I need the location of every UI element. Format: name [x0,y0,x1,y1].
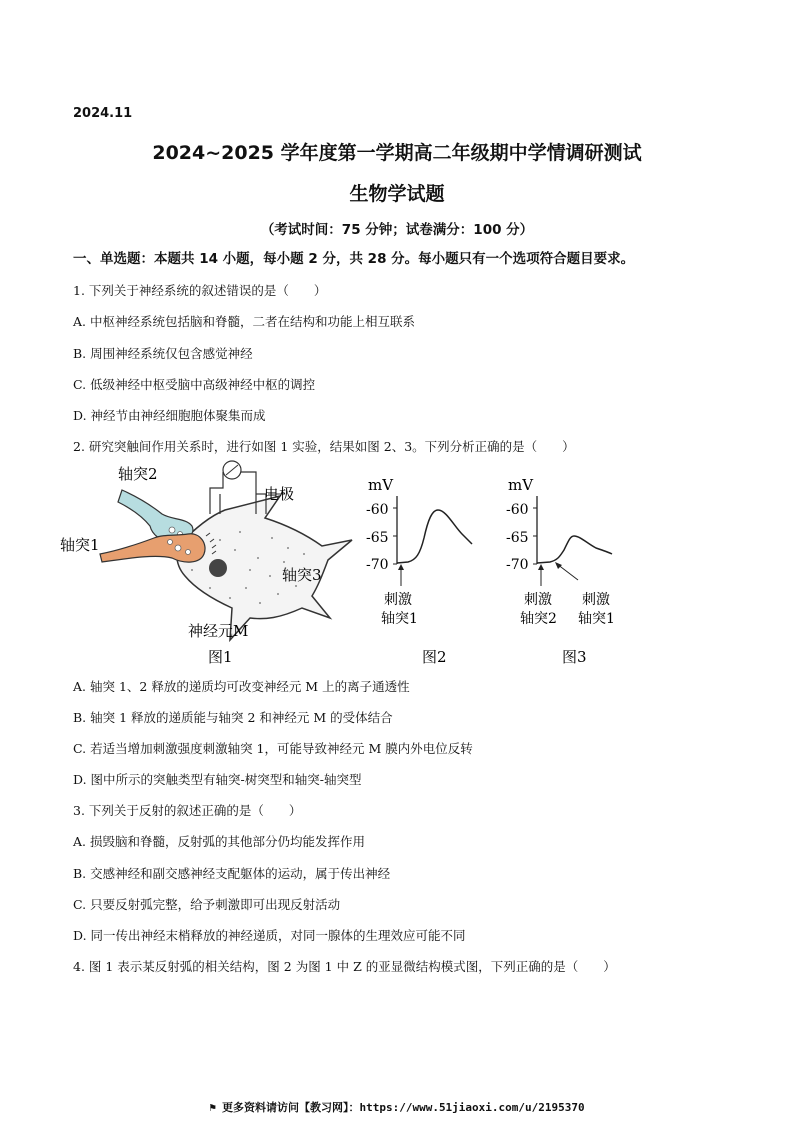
caption-figure-3: 图3 [562,648,587,666]
axon-1-shape [100,534,205,562]
question-4-stem: 4. 图 1 表示某反射弧的相关结构，图 2 为图 1 中 Z 的亚显微结构模式图，下列正确的是（ ） [73,959,616,974]
question-1-option-a: A. 中枢神经系统包括脑和脊髓，二者在结构和功能上相互联系 [73,314,415,329]
label-axon-3: 轴突3 [282,566,322,584]
footer-link[interactable] [0,1099,794,1115]
label-electrode: 电极 [264,485,295,503]
question-1-stem: 1. 下列关于神经系统的叙述错误的是（ ） [73,283,327,298]
caption-figure-1: 图1 [208,648,233,666]
neuron-m-body [177,496,352,640]
exam-info: （考试时间：75 分钟；试卷满分：100 分） [260,222,534,238]
figure-3-stim-a-label: 刺激 [524,592,552,608]
question-3-option-c: C. 只要反射弧完整，给予刺激即可出现反射活动 [73,897,341,912]
figure-2-trace [397,510,472,563]
question-2-option-d: D. 图中所示的突触类型有轴突-树突型和轴突-轴突型 [73,772,362,787]
exam-subject: 生物学试题 [349,183,445,205]
label-neuron-m: 神经元M [188,622,249,640]
caption-figure-2: 图2 [422,648,447,666]
figure-2-tick-60: -60 [366,502,389,518]
label-axon-2: 轴突2 [118,465,158,483]
question-1-option-c: C. 低级神经中枢受脑中高级神经中枢的调控 [73,377,316,392]
figure-3-chart [506,476,615,666]
question-2-option-c: C. 若适当增加刺激强度刺激轴突 1，可能导致神经元 M 膜内外电位反转 [73,741,473,756]
section-heading: 一、单选题：本题共 14 小题，每小题 2 分，共 28 分。每小题只有一个选项符合题目要求。 [73,251,635,267]
figure-3-tick-70: -70 [506,557,529,573]
question-2-figure [60,458,660,670]
question-2-option-a: A. 轴突 1、2 释放的递质均可改变神经元 M 上的离子通透性 [73,679,410,694]
question-3-option-d: D. 同一传出神经末梢释放的神经递质，对同一腺体的生理效应可能不同 [73,928,466,943]
figure-2-tick-70: -70 [366,557,389,573]
figure-2-unit: mV [368,476,394,494]
figure-1-neuron-diagram [60,461,352,666]
figure-3-unit: mV [508,476,534,494]
exam-title: 2024~2025 学年度第一学期高二年级期中学情调研测试 [152,142,642,164]
flag-icon: ⚑ [209,1101,216,1114]
label-axon-1: 轴突1 [60,536,100,554]
neuron-m-nucleus [209,559,227,577]
question-1-option-d: D. 神经节由神经细胞胞体聚集而成 [73,408,266,423]
figure-3-stim-a-target: 轴突2 [520,611,557,627]
figure-2-chart [366,476,472,666]
question-2-stem: 2. 研究突触间作用关系时，进行如图 1 实验，结果如图 2、3。下列分析正确的是（ ） [73,439,575,454]
figure-2-stim-target: 轴突1 [381,611,418,627]
figure-3-stim-b-target: 轴突1 [578,611,615,627]
figure-2-tick-65: -65 [366,530,389,546]
question-3-option-b: B. 交感神经和副交感神经支配躯体的运动，属于传出神经 [73,866,391,881]
exam-date: 2024.11 [73,106,133,121]
figure-3-tick-60: -60 [506,502,529,518]
figure-2-stim-label: 刺激 [384,592,412,608]
question-2-option-b: B. 轴突 1 释放的递质能与轴突 2 和神经元 M 的受体结合 [73,710,393,725]
question-3-option-a: A. 损毁脑和脊髓，反射弧的其他部分仍均能发挥作用 [73,834,365,849]
question-1-option-b: B. 周围神经系统仅包含感觉神经 [73,346,253,361]
figure-3-trace [537,536,612,563]
question-3-stem: 3. 下列关于反射的叙述正确的是（ ） [73,803,302,818]
footer-text: 更多资料请访问【教习网】：https://www.51jiaoxi.com/u/2195370 [221,1101,585,1114]
figure-3-tick-65: -65 [506,530,529,546]
figure-3-stim-b-label: 刺激 [582,592,610,608]
